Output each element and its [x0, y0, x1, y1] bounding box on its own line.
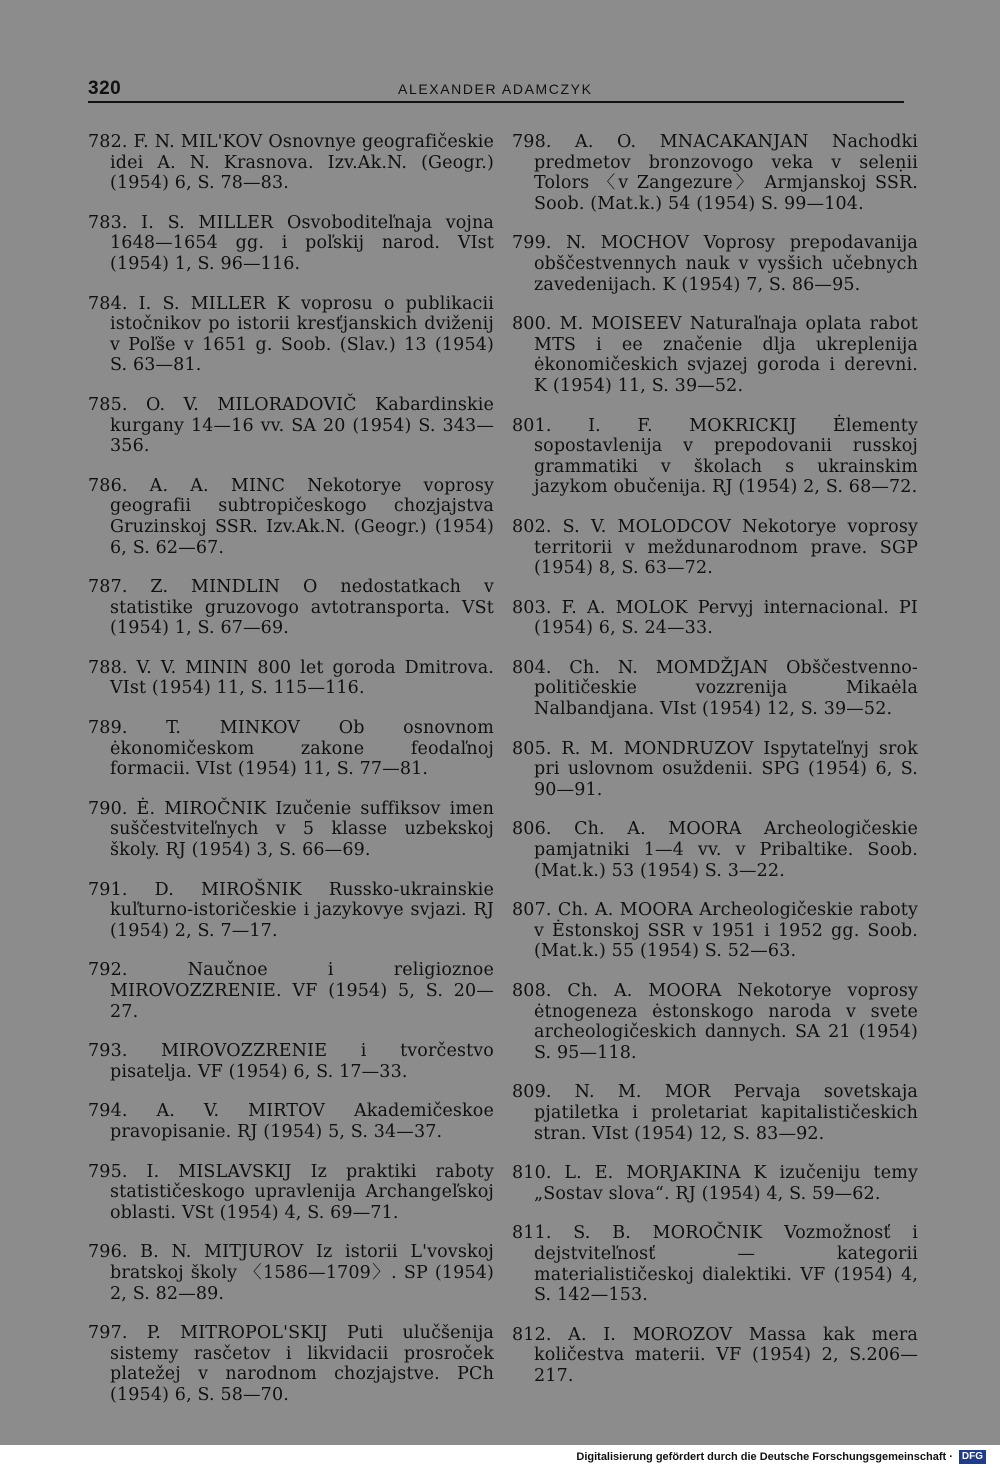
bibliography-entry: 789. T. MINKOV Ob osnovnom ėkonomičeskom zakone feodaľnoj formacii. VIst (1954) 11, S. 77—81.	[88, 718, 494, 780]
bibliography-entry: 811. S. B. MOROČNIK Vozmožnosť i dejstviteľnosť — kategorii materialističeskoj dialektiki. VF (1954) 4, S. 142—153.	[512, 1223, 918, 1306]
bibliography-entry: 798. A. O. MNACAKANJAN Nachodki predmetov bronzovogo veka v seleṇii Tolors 〈v Zangezure〉 Armjanskoj SSR. Soob. (Mat.k.) 54 (1954) S. 99—104.	[512, 132, 918, 214]
bibliography-entry: 799. N. MOCHOV Voprosy prepodavanija obščestvennych nauk v vysšich učebnych zavedenijach. K (1954) 7, S. 86—95.	[512, 233, 918, 295]
header-rule	[88, 101, 904, 103]
running-title: ALEXANDER ADAMCZYK	[398, 81, 593, 97]
bibliography-entry: 786. A. A. MINC Nekotorye voprosy geografii subtropičeskogo chozjajstva Gruzinskoj SSR. Izv.Ak.N. (Geogr.) (1954) 6, S. 62—67.	[88, 475, 494, 558]
bibliography-entry: 805. R. M. MONDRUZOV Ispytateľnyj srok pri uslovnom osuždenii. SPG (1954) 6, S. 90—91.	[512, 738, 918, 800]
bibliography-entry: 810. L. E. MORJAKINA K izučeniju temy „Sostav slova“. RJ (1954) 4, S. 59—62.	[512, 1163, 918, 1204]
bibliography-entry: 790. Ė. MIROČNIK Izučenie suffiksov imen suščestviteľnych v 5 klasse uzbekskoj školy. RJ (1954) 3, S. 66—69.	[88, 798, 494, 861]
left-column	[88, 132, 494, 1425]
bibliography-entry: 794. A. V. MIRTOV Akademičeskoe pravopisanie. RJ (1954) 5, S. 34—37.	[88, 1101, 494, 1142]
bibliography-entry: 800. M. MOISEEV Naturaľnaja oplata rabot MTS i ee značenie dlja ukreplenija ėkonomičeskich svjazej goroda i derevni. K (1954) 11, S. 39—52.	[512, 314, 918, 396]
dfg-logo: DFG	[959, 1450, 986, 1464]
right-column	[512, 132, 918, 1406]
bibliography-entry: 797. P. MITROPOL'SKIJ Puti ulučšenija sistemy rasčetov i likvidacii prosroček platežej v narodnom chozjajstve. PCh (1954) 6, S. 58—70.	[88, 1323, 494, 1405]
bibliography-entry: 802. S. V. MOLODCOV Nekotorye voprosy territorii v meždunarodnom prave. SGP (1954) 8, S. 63—72.	[512, 516, 918, 579]
bibliography-entry: 784. I. S. MILLER K voprosu o publikacii istočnikov po istorii kresťjanskich dviženij v Poľše v 1651 g. Soob. (Slav.) 13 (1954) S. 63—81.	[88, 293, 494, 376]
bibliography-entry: 782. F. N. MIL'KOV Osnovnye geografičeskie idei A. N. Krasnova. Izv.Ak.N. (Geogr.) (1954) 6, S. 78—83.	[88, 132, 494, 194]
bibliography-entry: 804. Ch. N. MOMDŽJAN Obščestvenno-političeskie vozzrenija Mikaėla Nalbandjana. VIst (1954) 12, S. 39—52.	[512, 657, 918, 720]
bibliography-entry: 808. Ch. A. MOORA Nekotorye voprosy ėtnogeneza ėstonskogo naroda v svete archeologičeskich dannych. SA 21 (1954) S. 95—118.	[512, 981, 918, 1063]
bibliography-entry: 796. B. N. MITJUROV Iz istorii L'vovskoj bratskoj školy 〈1586—1709〉. SP (1954) 2, S. 82—89.	[88, 1242, 494, 1304]
bibliography-entry: 809. N. M. MOR Pervaja sovetskaja pjatiletka i proletariat kapitalističeskich stran. VIst (1954) 12, S. 83—92.	[512, 1082, 918, 1144]
bibliography-entry: 803. F. A. MOLOK Pervyj internacional. PI (1954) 6, S. 24—33.	[512, 597, 918, 639]
bibliography-entry: 801. I. F. MOKRICKIJ Ėlementy sopostavlenija v prepodovanii russkoj grammatiki v školach s ukrainskim jazykom obučenija. RJ (1954) 2, S. 68—72.	[512, 415, 918, 498]
bibliography-entry: 812. A. I. MOROZOV Massa kak mera količestva materii. VF (1954) 2, S.206—217.	[512, 1324, 918, 1386]
digitization-footer	[576, 1450, 986, 1464]
bibliography-entry: 795. I. MISLAVSKIJ Iz praktiki raboty statističeskogo upravlenija Archangeľskoj oblasti. VSt (1954) 4, S. 69—71.	[88, 1161, 494, 1223]
footer-text: Digitalisierung gefördert durch die Deutsche Forschungsgemeinschaft ·	[576, 1451, 953, 1463]
bibliography-entry: 793. MIROVOZZRENIE i tvorčestvo pisatelja. VF (1954) 6, S. 17—33.	[88, 1041, 494, 1082]
bibliography-entry: 785. O. V. MILORADOVIČ Kabardinskie kurgany 14—16 vv. SA 20 (1954) S. 343—356.	[88, 394, 494, 457]
bibliography-entry: 787. Z. MINDLIN O nedostatkach v statistike gruzovogo avtotransporta. VSt (1954) 1, S. 67—69.	[88, 577, 494, 639]
bibliography-entry: 788. V. V. MININ 800 let goroda Dmitrova. VIst (1954) 11, S. 115—116.	[88, 657, 494, 699]
bibliography-entry: 783. I. S. MILLER Osvoboditeľnaja vojna 1648—1654 gg. i poľskij narod. VIst (1954) 1, S. 96—116.	[88, 212, 494, 274]
bibliography-entry: 806. Ch. A. MOORA Archeologičeskie pamjatniki 1—4 vv. v Pribaltike. Soob. (Mat.k.) 53 (1954) S. 3—22.	[512, 819, 918, 881]
page-number: 320	[88, 78, 122, 99]
bibliography-entry: 792. Naučnoe i religioznoe MIROVOZZRENIE. VF (1954) 5, S. 20—27.	[88, 960, 494, 1022]
bibliography-entry: 791. D. MIROŠNIK Russko-ukrainskie kuľturno-istoričeskie i jazykovye svjazi. RJ (1954) 2, S. 7—17.	[88, 879, 494, 941]
bibliography-entry: 807. Ch. A. MOORA Archeologičeskie raboty v Ėstonskoj SSR v 1951 i 1952 gg. Soob. (Mat.k.) 55 (1954) S. 52—63.	[512, 900, 918, 962]
page-header	[88, 78, 904, 102]
